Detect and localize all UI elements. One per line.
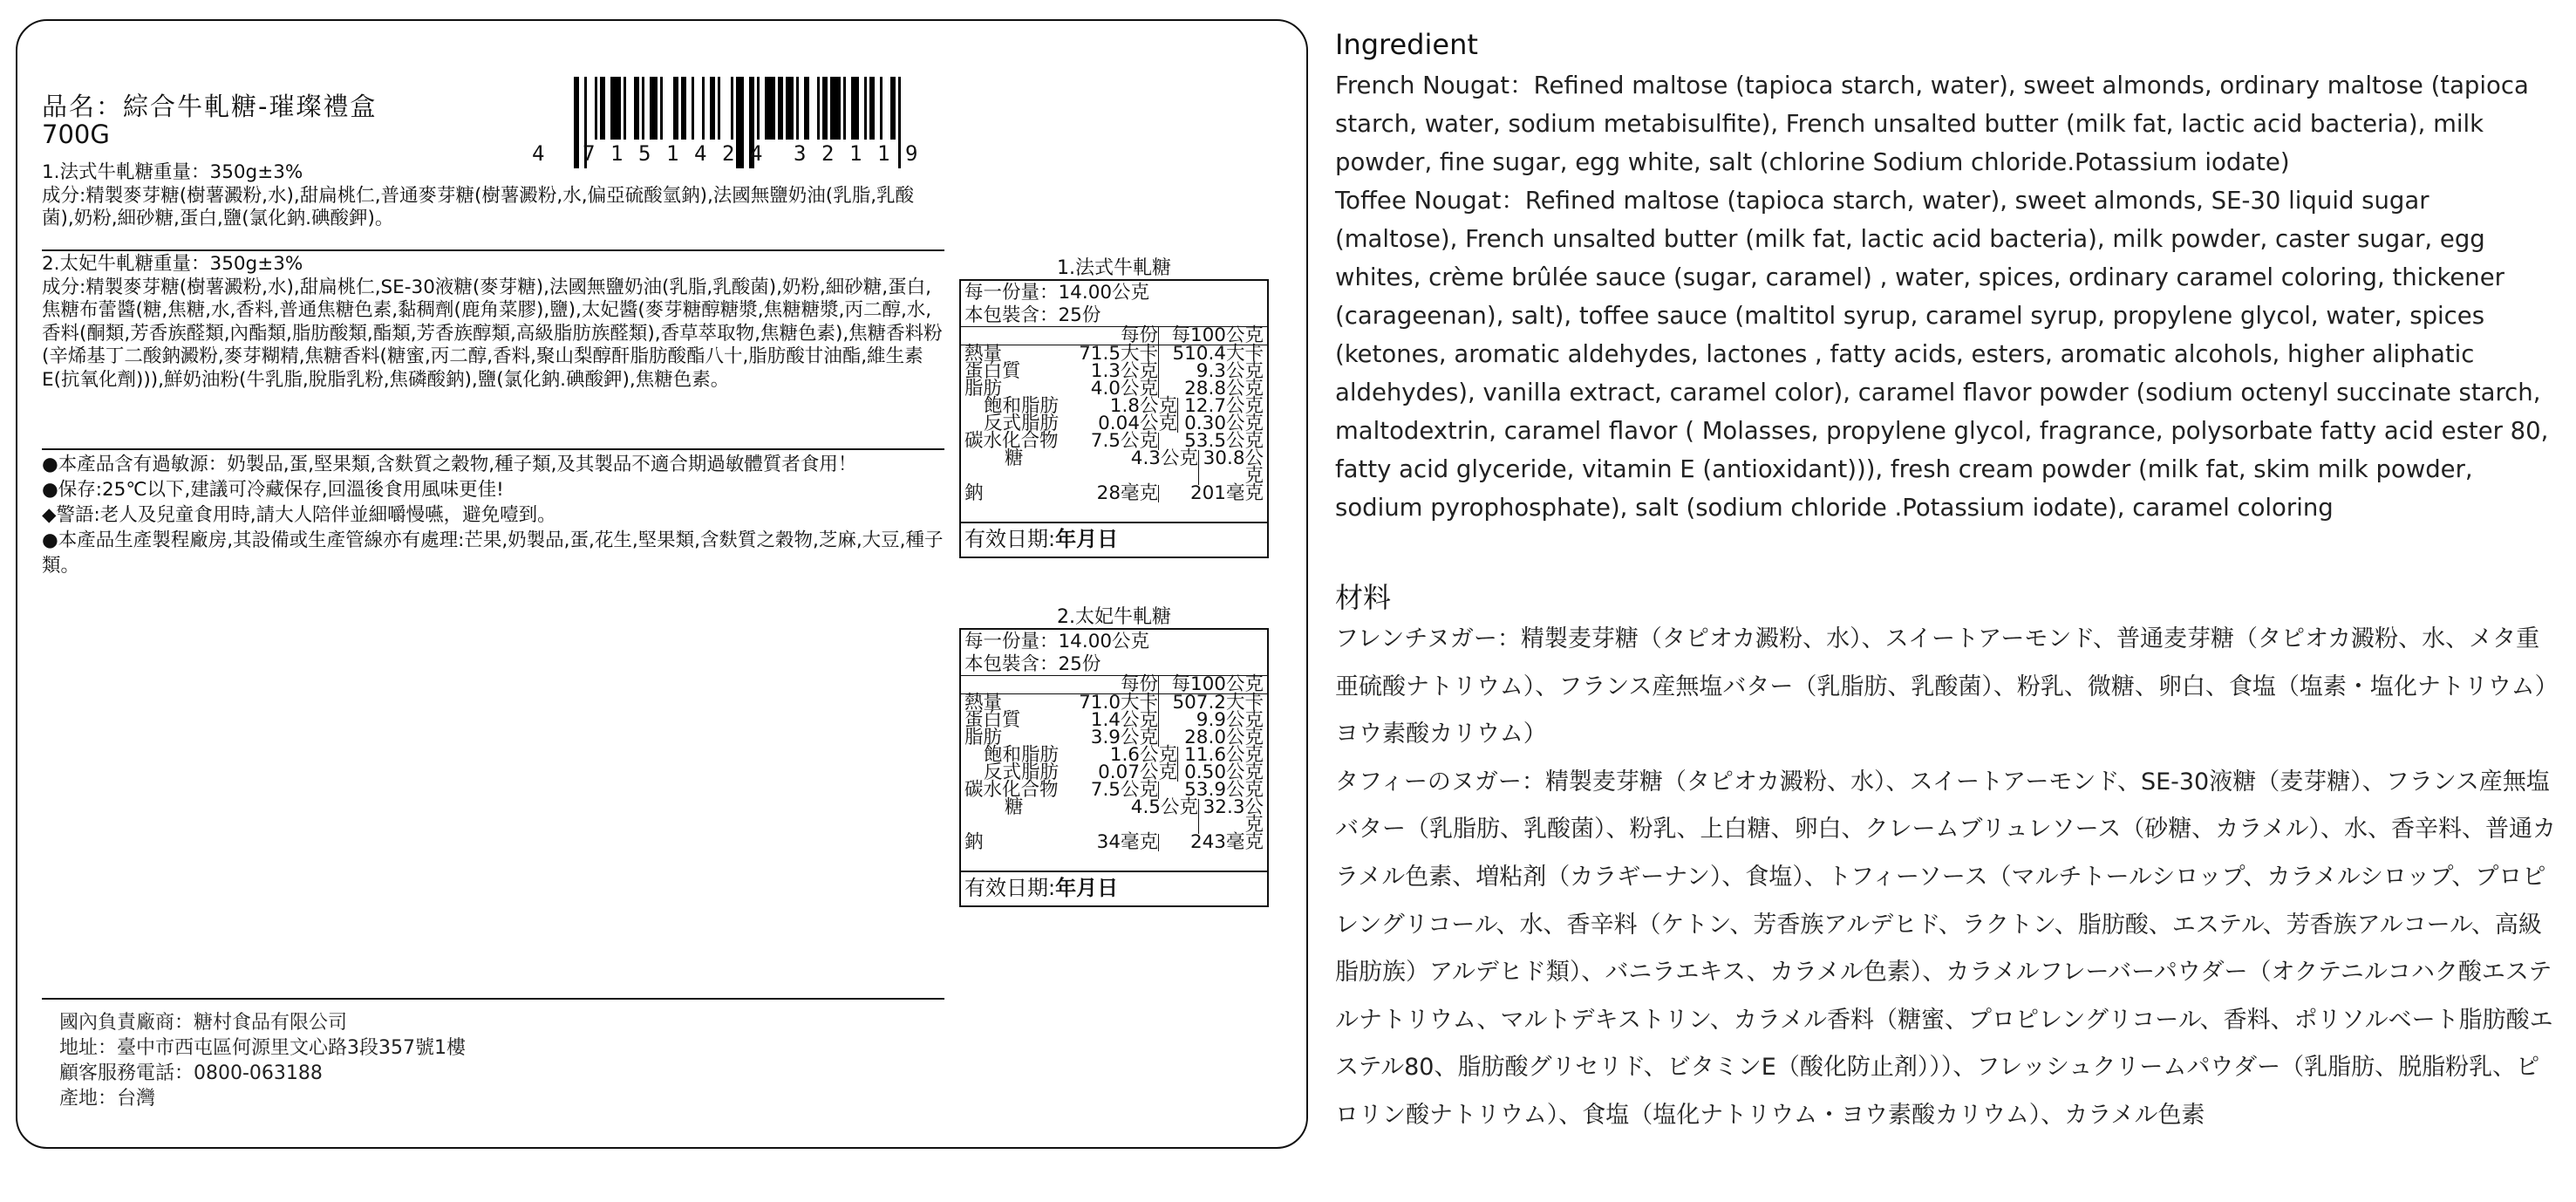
barcode-bar <box>624 77 626 140</box>
nutrient-per-serving: 28毫克 <box>1074 485 1159 502</box>
nutrition-table-toffee <box>959 628 1269 907</box>
barcode-bar <box>702 77 705 140</box>
manufacturer-info <box>59 1010 466 1111</box>
maker-company: 國內負責廠商：糖村食品有限公司 <box>59 1012 348 1034</box>
nutrient-per-serving: 1.4公克 <box>1074 712 1159 729</box>
barcode-bar <box>869 77 875 140</box>
english-ingredients <box>1335 28 2556 527</box>
barcode-bar <box>890 77 896 140</box>
nutrient-per-serving: 34毫克 <box>1074 834 1159 851</box>
barcode-bar <box>898 77 901 168</box>
french-ingredients: 成分:精製麥芽糖(樹薯澱粉,水),甜扁桃仁,普通麥芽糖(樹薯澱粉,水,偏亞硫酸氫鈉),法國無鹽奶油(乳脂,乳酸菌),奶粉,細砂糖,蛋白,鹽(氯化鈉.碘酸鉀)。 <box>42 184 915 229</box>
nutrition-title-french: 1.法式牛軋糖 <box>1057 257 1171 279</box>
product-name: 品名：綜合牛軋糖-璀璨禮盒 <box>42 92 378 121</box>
nutrient-per-serving: 4.5公克 <box>1114 799 1199 834</box>
nutrient-per-100g: 53.5公克 <box>1184 430 1264 452</box>
nutrient-name: 蛋白質 <box>964 709 1021 731</box>
nutrient-name: 糖 <box>1005 447 1024 469</box>
nutrient-per-100g: 0.50公克 <box>1184 761 1264 783</box>
barcode-bar <box>736 77 744 168</box>
japanese-french-nougat: フレンチヌガー：精製麦芽糖（タピオカ澱粉、水）、スイートアーモンド、普通麦芽糖（タピオカ澱粉、水、メタ重亜硫酸ナトリウム）、フランス産無塩バター（乳脂肪、乳酸菌）、粉乳、微糖、卵白、食塩（塩素・塩化ナトリウム）ヨウ素酸カリウム） <box>1335 625 2547 748</box>
barcode-digit: 1 <box>610 141 624 166</box>
nutrition-row <box>961 447 1267 487</box>
nutrient-per-100g: 243毫克 <box>1189 831 1264 853</box>
barcode-bar <box>804 77 809 140</box>
nutrition-row <box>961 482 1267 504</box>
nutrient-name: 熱量 <box>964 692 1003 714</box>
nutrition-title-toffee: 2.太妃牛軋糖 <box>1057 606 1171 628</box>
barcode-bar <box>864 77 867 140</box>
nutrient-per-serving: 71.5大卡 <box>1074 345 1159 363</box>
barcode-digit: 4 <box>532 141 545 166</box>
barcode-digit: 1 <box>877 141 890 166</box>
barcode-bar <box>681 77 686 140</box>
nutrient-name: 碳水化合物 <box>964 779 1059 801</box>
barcode-bar <box>778 77 783 140</box>
barcode-bar <box>574 77 579 168</box>
nutrient-per-serving: 7.5公克 <box>1074 433 1159 450</box>
barcode-bar <box>710 77 715 140</box>
japanese-toffee-nougat: タフィーのヌガー：精製麦芽糖（タピオカ澱粉、水）、スイートアーモンド、SE-30液糖（麦芽糖）、フランス産無塩バター（乳脂肪、乳酸菌）、粉乳、上白糖、卵白、クレームブリュレソース（砂糖、カラメル）、水、香辛料、普通カラメル色素、増粘剤（カラギーナン）、食塩）、トフィーソース（マルチトールシロップ、カラメルシロップ、プロピレングリコール、水、香辛料（ケトン、芳香族アルデヒド、ラクトン、脂肪酸、エステル、芳香族アルコール、高級脂肪族）アルデヒド類）、バニラエキス、カラメル色素）、カラメルフレーバーパウダー（オクテニルコハク酸エステルナトリウム、マルトデキストリン、カラメル香料（糖蜜、プロピレングリコール、香料、ポリソルベート脂肪酸エステル80、脂肪酸グリセリド、ビタミンE（酸化防止剤）））、フレッシュクリームパウダー（乳脂肪、脱脂粉乳、ピロリン酸ナトリウム）、食塩（塩化ナトリウム・ヨウ素酸カリウム）、カラメル色素 <box>1335 768 2556 1129</box>
nutrient-per-serving: 4.3公克 <box>1114 450 1199 485</box>
divider <box>42 448 944 450</box>
nutrient-per-serving: 1.8公克 <box>1094 398 1178 415</box>
barcode-digit: 5 <box>638 141 651 166</box>
notice-storage: ●保存:25℃以下,建議可冷藏保存,回溫後食用風味更佳! <box>42 479 504 501</box>
nutrient-per-100g: 9.9公克 <box>1196 709 1264 731</box>
serving-count: 本包裝含：25份 <box>961 652 1267 676</box>
barcode-bar <box>830 77 841 140</box>
barcode-digit: 4 <box>694 141 707 166</box>
expiry-label: 有效日期: <box>964 527 1056 551</box>
divider <box>42 249 944 251</box>
barcode-digit: 4 <box>750 141 763 166</box>
barcode-bar <box>796 77 799 140</box>
barcode-bar <box>595 77 597 140</box>
barcode-bar <box>600 77 605 140</box>
nutrient-per-serving: 0.07公克 <box>1094 764 1178 782</box>
product-weight: 700G <box>42 120 110 149</box>
nutrient-name: 脂肪 <box>964 378 1003 400</box>
nutrient-per-100g: 201毫克 <box>1189 482 1264 504</box>
notice-facility: ●本產品生產製程廠房,其設備或生產管線亦有處理:芒果,奶製品,蛋,花生,堅果類,含麩質之穀物,芝麻,大豆,種子類。 <box>42 529 944 577</box>
nutrient-per-serving: 7.5公克 <box>1074 782 1159 799</box>
barcode-digit: 2 <box>722 141 735 166</box>
serving-count: 本包裝含：25份 <box>961 304 1267 327</box>
barcode-bar <box>650 77 658 140</box>
barcode-bar <box>765 77 775 140</box>
japanese-ingredients <box>1335 576 2556 1140</box>
english-french-nougat: French Nougat：Refined maltose (tapioca starch, water), sweet almonds, ordinary maltose (tapioca starch, water, sodium metabisulfite), French unsalted butter (milk fat, lactic acid bacteria), milk powder, fine sugar, egg white, salt (chlorine Sodium chloride.Potassium iodate) <box>1335 72 2529 176</box>
nutrient-per-100g: 11.6公克 <box>1184 744 1264 766</box>
barcode-bar <box>880 77 883 140</box>
maker-origin: 產地：台灣 <box>59 1088 156 1110</box>
nutrient-per-100g: 510.4大卡 <box>1172 343 1264 365</box>
french-weight: 1.法式牛軋糖重量：350g±3% <box>42 161 303 183</box>
notices <box>42 452 944 578</box>
nutrient-per-serving: 1.6公克 <box>1094 747 1178 764</box>
spacer <box>961 851 1267 871</box>
col-per-100g: 每100公克 <box>1171 324 1264 346</box>
barcode-bar <box>851 77 859 140</box>
col-per-100g: 每100公克 <box>1171 673 1264 695</box>
barcode-digit: 1 <box>849 141 862 166</box>
barcode-bar <box>718 77 720 140</box>
serving-size: 每一份量：14.00公克 <box>964 282 1150 304</box>
barcode-digit: 1 <box>666 141 679 166</box>
nutrient-name: 飽和脂肪 <box>984 744 1060 766</box>
nutrient-per-100g: 28.8公克 <box>1184 378 1264 400</box>
english-toffee-nougat: Toffee Nougat：Refined maltose (tapioca starch, water), sweet almonds, SE-30 liquid sugar (maltose), French unsalted butter (milk fat, lactic acid bacteria), milk powder, caster sugar, egg whites, crème brûlée sauce (sugar, caramel) , water, spices, ordinary caramel coloring, thickener (carageenan), salt), toffee sauce (maltitol syrup, caramel syrup, propylene glycol, water, spices (ketones, aromatic aldehydes, lactones , fatty acids, esters, aromatic alcohols, higher aliphatic aldehydes), vanilla extract, caramel color), caramel flavor powder (sodium octenyl succinate starch, maltodextrin, caramel flavor ( Molasses, propylene glycol, fragrance, polysorbate fatty acid ester 80, fatty acid glyceride, vitamin E (antioxidant))), fresh cream powder (milk fat, skim milk powder, sodium pyrophosphate), salt (sodium chloride .Potassium iodate), caramel coloring <box>1335 187 2549 522</box>
barcode-bar <box>610 77 621 140</box>
notice-allergen: ●本產品含有過敏源：奶製品,蛋,堅果類,含麩質之穀物,種子類,及其製品不適合期過敏體質者食用！ <box>42 454 857 475</box>
nutrient-per-100g: 28.0公克 <box>1184 727 1264 748</box>
nutrient-per-100g: 0.30公克 <box>1184 413 1264 434</box>
expiry-date <box>961 522 1267 557</box>
toffee-weight: 2.太妃牛軋糖重量：350g±3% <box>42 253 303 275</box>
expiry-value: 年月日 <box>1055 527 1119 551</box>
barcode-bar <box>642 77 644 140</box>
barcode-bar <box>634 77 639 140</box>
english-heading: Ingredient <box>1335 28 1478 61</box>
nutrient-name: 糖 <box>1005 796 1024 818</box>
nutrition-rows <box>961 694 1267 851</box>
nutrient-per-serving: 1.3公克 <box>1074 363 1159 380</box>
barcode-digit: 3 <box>794 141 807 166</box>
maker-address: 地址：臺中市西屯區何源里文心路3段357號1樓 <box>59 1037 466 1059</box>
col-per-serving: 每份 <box>1074 676 1159 693</box>
nutrient-name: 鈉 <box>964 831 984 853</box>
barcode-bar <box>731 77 733 140</box>
nutrient-name: 反式脂肪 <box>984 761 1060 783</box>
barcode-bar <box>692 77 694 140</box>
divider <box>42 998 944 1000</box>
nutrient-name: 熱量 <box>964 343 1003 365</box>
serving-size: 每一份量：14.00公克 <box>964 631 1150 652</box>
toffee-section <box>42 253 944 392</box>
barcode-bar <box>843 77 846 140</box>
barcode-bar <box>757 77 760 140</box>
nutrient-name: 碳水化合物 <box>964 430 1059 452</box>
toffee-ingredients: 成分:精製麥芽糖(樹薯澱粉,水),甜扁桃仁,SE-30液糖(麥芽糖),法國無鹽奶油(乳脂,乳酸菌),奶粉,細砂糖,蛋白,焦糖布蕾醬(糖,焦糖,水,香料,普通焦糖色素,黏稠劑(鹿角菜膠),鹽),太妃醬(麥芽糖醇糖漿,焦糖糖漿,丙二醇,水,香料(酮類,芳香族醛類,內酯類,脂肪酸類,酯類,芳香族醇類,高級脂肪族醛類),香草萃取物,焦糖色素),焦糖香料粉(辛烯基丁二酸鈉澱粉,麥芽糊精,焦糖香料(糖蜜,丙二醇,香料,聚山梨醇酐脂肪酸酯八十,脂肪酸甘油酯,維生素E(抗氧化劑))),鮮奶油粉(牛乳脂,脫脂乳粉,焦磷酸鈉),鹽(氯化鈉.碘酸鉀),焦糖色素。 <box>42 276 943 391</box>
barcode-digit: 2 <box>821 141 835 166</box>
spacer <box>961 502 1267 522</box>
nutrition-table-french <box>959 279 1269 558</box>
expiry-value: 年月日 <box>1055 876 1119 900</box>
col-per-serving: 每份 <box>1074 327 1159 345</box>
nutrient-per-100g: 32.3公克 <box>1203 796 1264 836</box>
barcode-bar <box>673 77 678 140</box>
nutrition-rows <box>961 345 1267 502</box>
nutrient-per-serving: 3.9公克 <box>1074 729 1159 747</box>
notice-warning: ◆警語:老人及兒童食用時,請大人陪伴並細嚼慢嚥，避免噎到。 <box>42 504 556 526</box>
nutrient-name: 反式脂肪 <box>984 413 1060 434</box>
nutrient-per-100g: 507.2大卡 <box>1172 692 1264 714</box>
barcode-bar <box>817 77 820 140</box>
expiry-date <box>961 871 1267 905</box>
nutrient-per-100g: 30.8公克 <box>1203 447 1264 487</box>
nutrient-name: 脂肪 <box>964 727 1003 748</box>
maker-phone: 顧客服務電話：0800-063188 <box>59 1062 323 1084</box>
nutrient-per-100g: 12.7公克 <box>1184 395 1264 417</box>
nutrient-per-serving: 71.0大卡 <box>1074 694 1159 712</box>
nutrient-per-serving: 4.0公克 <box>1074 380 1159 398</box>
french-section <box>42 161 944 231</box>
nutrient-per-100g: 53.9公克 <box>1184 779 1264 801</box>
barcode-digit: 7 <box>583 141 596 166</box>
japanese-heading: 材料 <box>1335 581 1392 614</box>
barcode-bar <box>660 77 663 140</box>
expiry-label: 有效日期: <box>964 876 1056 900</box>
nutrient-name: 蛋白質 <box>964 360 1021 382</box>
nutrient-name: 飽和脂肪 <box>984 395 1060 417</box>
nutrition-row <box>961 796 1267 836</box>
barcode-digit: 9 <box>905 141 918 166</box>
nutrient-per-100g: 9.3公克 <box>1196 360 1264 382</box>
barcode-bar <box>786 77 794 140</box>
nutrient-name: 鈉 <box>964 482 984 504</box>
barcode-bar <box>822 77 828 140</box>
nutrient-per-serving: 0.04公克 <box>1094 415 1178 433</box>
nutrition-row <box>961 831 1267 853</box>
